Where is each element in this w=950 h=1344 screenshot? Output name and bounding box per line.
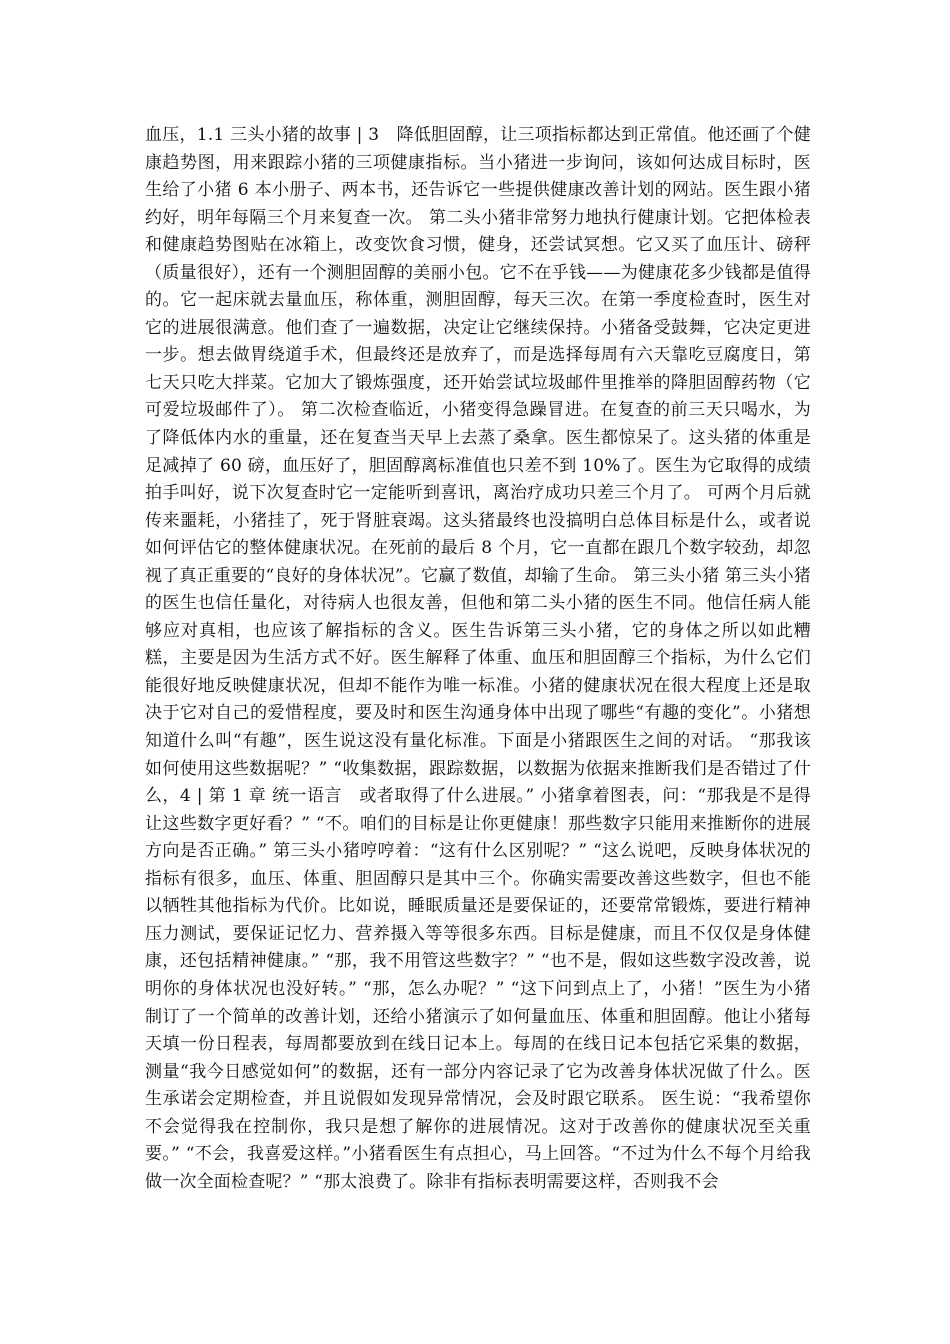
body-text: 血压，1.1 三头小猪的故事 | 3 降低胆固醇，让三项指标都达到正常值。他还画了个健康趋势图，用来跟踪小猪的三项健康指标。当小猪进一步询问，该如何达成目标时，医生给了小猪 6 本小册子、两本书，还告诉它一些提供健康改善计划的网站。医生跟小猪约好，明年每隔三个月来复查一次。 第二头小猪非常努力地执行健康计划。它把体检表和健康趋势图贴在冰箱上，改变饮食习惯，健身，还尝试冥想。它又买了血压计、磅秤（质量很好），还有一个测胆固醇的美丽小包。它不在乎钱——为健康花多少钱都是值得的。它一起床就去量血压，称体重，测胆固醇，每天三次。在第一季度检查时，医生对它的进展很满意。他们查了一遍数据，决定让它继续保持。小猪备受鼓舞，它决定更进一步。想去做胃绕道手术，但最终还是放弃了，而是选择每周有六天靠吃豆腐度日，第七天只吃大拌菜。它加大了锻炼强度，还开始尝试垃圾邮件里推举的降胆固醇药物（它可爱垃圾邮件了）。 第二次检查临近，小猪变得急躁冒进。在复查的前三天只喝水，为了降低体内水的重量，还在复查当天早上去蒸了桑拿。医生都惊呆了。这头猪的体重是足减掉了 60 磅，血压好了，胆固醇离标准值也只差不到 10%了。医生为它取得的成绩拍手叫好，说下次复查时它一定能听到喜讯，离治疗成功只差三个月了。 可两个月后就传来噩耗，小猪挂了，死于肾脏衰竭。这头猪最终也没搞明白总体目标是什么，或者说如何评估它的整体健康状况。在死前的最后 8 个月，它一直都在跟几个数字较劲，却忽视了真正重要的“良好的身体状况”。它赢了数值，却输了生命。 第三头小猪 第三头小猪的医生也信任量化，对待病人也很友善，但他和第二头小猪的医生不同。他信任病人能够应对真相，也应该了解指标的含义。医生告诉第三头小猪，它的身体之所以如此糟糕，主要是因为生活方式不好。医生解释了体重、血压和胆固醇三个指标，为什么它们能很好地反映健康状况，但却不能作为唯一标准。小猪的健康状况在很大程度上还是取决于它对自己的爱惜程度，要及时和医生沟通身体中出现了哪些“有趣的变化”。小猪想知道什么叫“有趣”，医生说这没有量化标准。下面是小猪跟医生之间的对话。 “那我该如何使用这些数据呢？” “收集数据，跟踪数据，以数据为依据来推断我们是否错过了什么，4 | 第 1 章 统一语言 或者取得了什么进展。” 小猪拿着图表，问：“那我是不是得让这些数字更好看？” “不。咱们的目标是让你更健康！那些数字只能用来推断你的进展方向是否正确。” 第三头小猪哼哼着：“这有什么区别呢？” “这么说吧，反映身体状况的指标有很多，血压、体重、胆固醇只是其中三个。你确实需要改善这些数字，但也不能以牺牲其他指标为代价。比如说，睡眠质量还是要保证的，还要常常锻炼，要进行精神压力测试，要保证记忆力、营养摄入等等很多东西。目标是健康，而且不仅仅是身体健康，还包括精神健康。” “那，我不用管这些数字？” “也不是，假如这些数字没改善，说明你的身体状况也没好转。” “那，怎么办呢？” “这下问到点上了，小猪！”医生为小猪制订了一个简单的改善计划，还给小猪演示了如何量血压、体重和胆固醇。他让小猪每天填一份日程表，每周都要放到在线日记本上。每周的在线日记本包括它采集的数据，测量“我今日感觉如何”的数据，还有一部分内容记录了它为改善身体状况做了什么。医生承诺会定期检查，并且说假如发现异常情况，会及时跟它联系。 医生说：“我希望你不会觉得我在控制你，我只是想了解你的进展情况。这对于改善你的健康状况至关重要。” “不会，我喜爱这样。”小猪看医生有点担心，马上回答。“不过为什么不每个月给我做一次全面检查呢？” “那太浪费了。除非有指标表明需要这样，否则我不会 (145, 125, 811, 1192)
